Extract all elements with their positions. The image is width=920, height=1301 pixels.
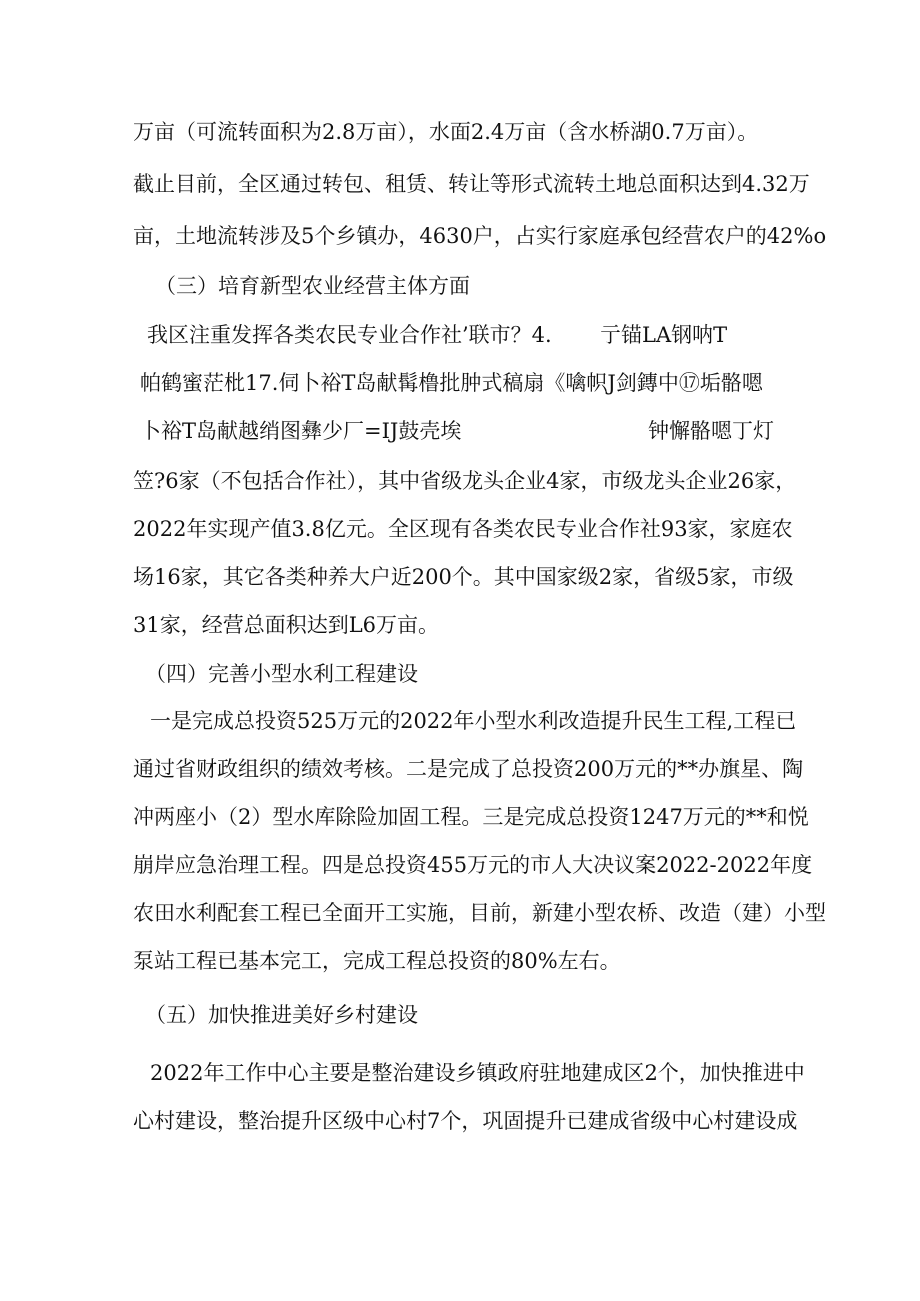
text-line: 2022年实现产值3.8亿元。全区现有各类农民专业合作社93家，家庭农 [133, 517, 793, 541]
text-line: 崩岸应急治理工程。四是总投资455万元的市人大决议案2022-2022年度 [133, 853, 813, 877]
section-heading-text: （五）加快推进美好乡村建设 [145, 1003, 418, 1027]
section-heading-5 [0, 995, 920, 1035]
paragraph-line [0, 509, 920, 549]
text-line: 亩，土地流转涉及5个乡镇办，4630户，占实行家庭承包经营农户的42%o [133, 224, 827, 248]
paragraph-line [0, 557, 920, 597]
garbled-text: 帕鹤蜜茫枇17.伺卜裕T岛献髯橹批肿式稿扇《噙帜J剑鏄中⑰垢骼嗯 [140, 371, 763, 395]
section-heading-text: （四）完善小型水利工程建设 [145, 662, 418, 686]
text-line: 一是完成总投资525万元的2022年小型水利改造提升民生工程,工程已 [150, 709, 797, 733]
section-heading-text: （三）培育新型农业经营主体方面 [155, 274, 470, 298]
text-line: 心村建设，整治提升区级中心村7个，巩固提升已建成省级中心村建设成 [133, 1109, 798, 1133]
text-line: 泵站工程已基本完工，完成工程总投资的80%左右。 [133, 949, 621, 973]
paragraph-line [0, 411, 920, 451]
garbled-text: 卜裕T岛献越绡图彝少厂=IJ鼓壳埃 [140, 419, 462, 443]
paragraph-line [0, 315, 920, 355]
paragraph-line [0, 461, 920, 501]
text-line: 万亩（可流转面积为2.8万亩），水面2.4万亩（含水桥湖0.7万亩）。 [133, 120, 759, 144]
text-line: 场16家，其它各类种养大户近200个。其中国家级2家，省级5家，市级 [133, 565, 794, 589]
paragraph-line [0, 112, 920, 152]
section-heading-4 [0, 654, 920, 694]
paragraph-line [0, 1053, 920, 1093]
text-line: 农田水利配套工程已全面开工实施，目前，新建小型农桥、改造（建）小型 [133, 901, 826, 925]
paragraph-line [0, 797, 920, 837]
text-line: 31家，经营总面积达到L6万亩。 [133, 613, 440, 637]
text-line: 冲两座小（2）型水库除险加固工程。三是完成总投资1247万元的**和悦 [133, 805, 809, 829]
paragraph-line [0, 893, 920, 933]
garbled-text: 亍锚LA钢呐T [600, 323, 728, 347]
paragraph-line [0, 216, 920, 256]
garbled-text: 钟懈骼嗯丁灯 [648, 419, 774, 443]
paragraph-line [0, 941, 920, 981]
text-line: 我区注重发挥各类农民专业合作社’联市？4. [147, 323, 552, 347]
paragraph-line [0, 749, 920, 789]
paragraph-line [0, 845, 920, 885]
paragraph-line [0, 1101, 920, 1141]
section-heading-3 [0, 266, 920, 306]
paragraph-line [0, 363, 920, 403]
paragraph-line [0, 164, 920, 204]
paragraph-line [0, 701, 920, 741]
text-line: 笠?6家（不包括合作社），其中省级龙头企业4家，市级龙头企业26家， [133, 469, 797, 493]
paragraph-line [0, 605, 920, 645]
text-line: 通过省财政组织的绩效考核。二是完成了总投资200万元的**办旗星、陶 [133, 757, 804, 781]
text-line: 2022年工作中心主要是整治建设乡镇政府驻地建成区2个，加快推进中 [150, 1061, 805, 1085]
text-line: 截止目前，全区通过转包、租赁、转让等形式流转土地总面积达到4.32万 [133, 172, 810, 196]
